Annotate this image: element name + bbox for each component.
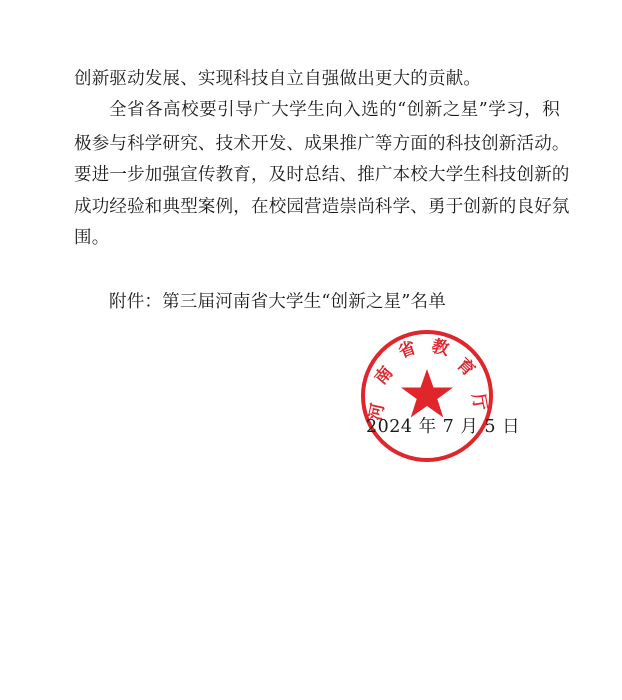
paragraph-line-1: 创新驱动发展、实现科技自立自强做出更大的贡献。 (74, 69, 482, 89)
seal-char: 南 (371, 362, 398, 389)
paragraph-line-4: 要进一步加强宣传教育，及时总结、推广本校大学生科技创新的 (74, 165, 570, 185)
seal-char: 育 (452, 354, 479, 381)
paragraph-line-3: 极参与科学研究、技术开发、成果推广等方面的科技创新活动。 (74, 134, 570, 154)
paragraph-line-5: 成功经验和典型案例，在校园营造崇尚科学、勇于创新的良好氛 (74, 197, 570, 217)
document-date: 2024 年 7 月 5 日 (366, 417, 521, 437)
seal-char: 省 (395, 337, 419, 363)
seal-star-icon (401, 369, 453, 418)
seal-char: 河 (365, 401, 389, 423)
paragraph-line-6: 围。 (74, 228, 110, 248)
seal-char: 教 (429, 336, 452, 361)
official-seal (358, 327, 496, 465)
seal-char: 厅 (467, 392, 491, 413)
attachment-line: 附件：第三届河南省大学生“创新之星”名单 (109, 292, 446, 312)
paragraph-line-2: 全省各高校要引导广大学生向入选的“创新之星”学习，积 (109, 100, 560, 120)
